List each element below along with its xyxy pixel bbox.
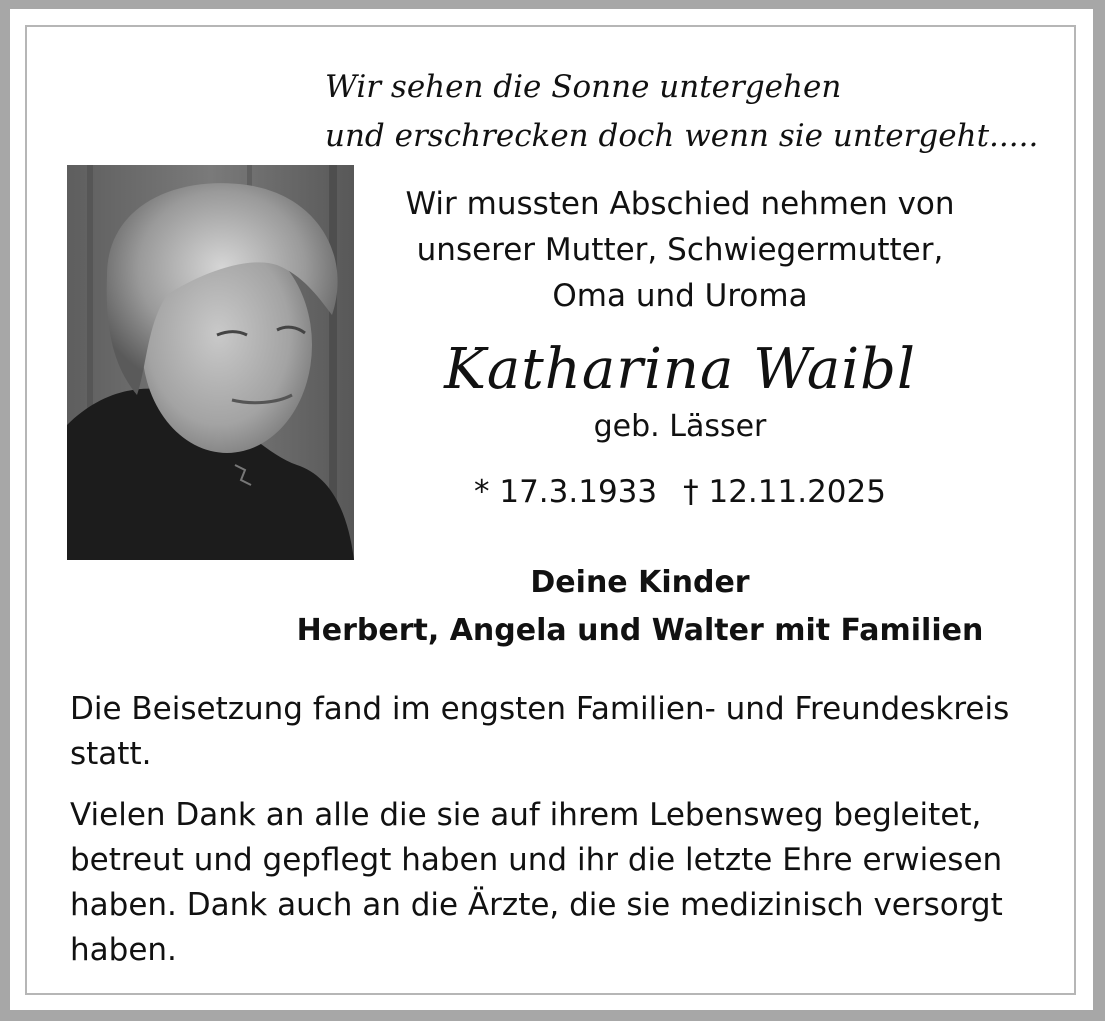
maiden-name: geb. Lässer (593, 409, 767, 444)
motto-line-1: Wir sehen die Sonne untergehen (325, 69, 842, 105)
deceased-name: Katharina Waibl (444, 337, 916, 402)
intro-line-3: Oma und Uroma (552, 278, 808, 314)
life-dates (380, 471, 980, 513)
thanks-paragraph: Vielen Dank an alle die sie auf ihrem Lebensweg begleitet, betreut und gepflegt haben und ihr die letzte Ehre erwiesen haben. Dank auch an die Ärzte, die sie medizinisch versorgt haben. (70, 797, 1003, 968)
motto-quote (325, 63, 1038, 161)
signature-line-2: Herbert, Angela und Walter mit Familien (296, 613, 984, 648)
signature-line-1: Deine Kinder (530, 565, 750, 600)
intro-line-1: Wir mussten Abschied nehmen von (405, 186, 955, 222)
family-signature (210, 559, 1070, 655)
death-date: † 12.11.2025 (683, 474, 886, 510)
burial-paragraph: Die Beisetzung fand im engsten Familien- und Freundeskreis statt. (70, 691, 1010, 772)
obituary-card (10, 9, 1093, 1010)
birth-date: * 17.3.1933 (474, 474, 658, 510)
intro-text (380, 181, 980, 319)
intro-line-2: unserer Mutter, Schwiegermutter, (416, 232, 944, 268)
portrait-photo-icon (67, 165, 354, 560)
motto-line-2: und erschrecken doch wenn sie untergeht..... (325, 118, 1039, 154)
portrait-photo (67, 165, 354, 560)
